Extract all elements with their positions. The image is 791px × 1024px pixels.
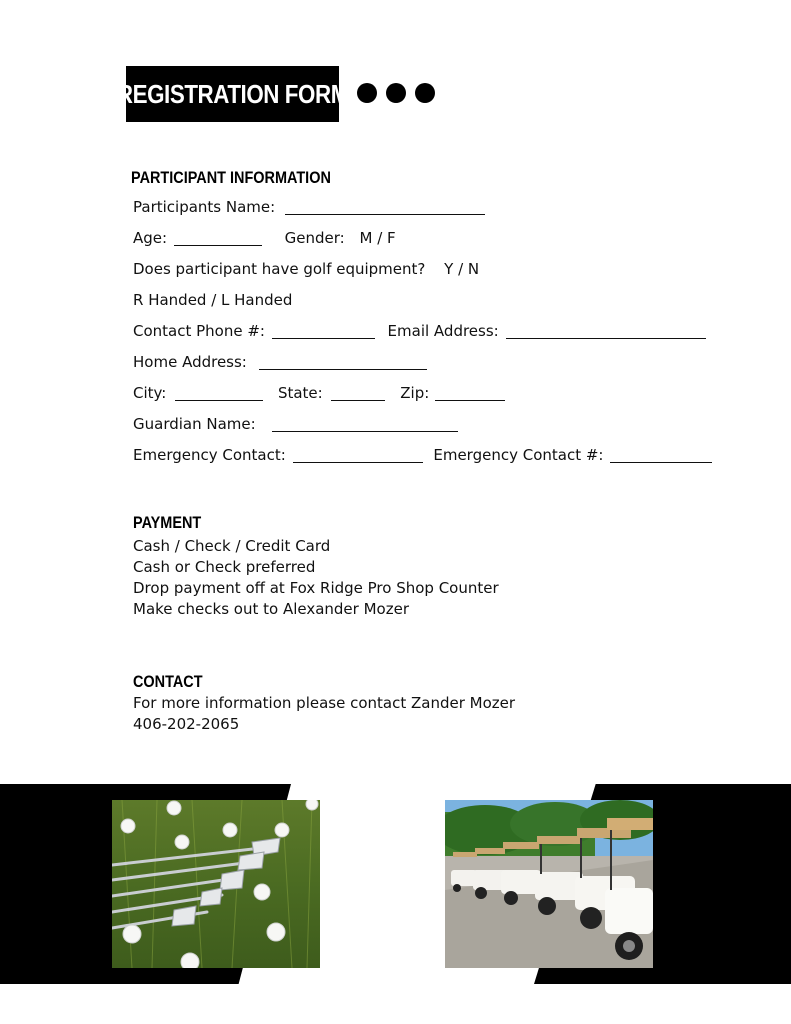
gender-label: Gender: — [284, 229, 345, 247]
city-label: City: — [133, 384, 167, 402]
guardian-row — [133, 415, 458, 433]
payment-methods: Cash / Check / Credit Card — [133, 537, 331, 555]
participant-heading: PARTICIPANT INFORMATION — [131, 168, 331, 187]
page-title: REGISTRATION FORM — [116, 78, 349, 109]
phone-email-row — [133, 322, 706, 340]
home-address-row — [133, 353, 427, 371]
state-label: State: — [277, 384, 323, 402]
payment-payee: Make checks out to Alexander Mozer — [133, 600, 409, 618]
handed-row — [133, 291, 292, 309]
zip-field[interactable] — [435, 399, 505, 401]
payment-dropoff: Drop payment off at Fox Ridge Pro Shop Counter — [133, 579, 499, 597]
city-state-zip-row — [133, 384, 505, 402]
gender-options[interactable]: M / F — [359, 229, 396, 247]
emergency-row — [133, 446, 712, 464]
emergency-number-label: Emergency Contact #: — [433, 446, 604, 464]
emergency-number-field[interactable] — [610, 461, 712, 463]
city-field[interactable] — [175, 399, 263, 401]
zip-label: Zip: — [400, 384, 430, 402]
participant-name-field[interactable] — [285, 213, 485, 215]
phone-label: Contact Phone #: — [133, 322, 265, 340]
email-label: Email Address: — [387, 322, 499, 340]
payment-preference: Cash or Check preferred — [133, 558, 316, 576]
guardian-field[interactable] — [272, 430, 458, 432]
dot-decoration-1 — [357, 83, 377, 103]
participant-name-label: Participants Name: — [133, 198, 276, 216]
home-address-label: Home Address: — [133, 353, 247, 371]
age-gender-row — [133, 229, 396, 247]
age-label: Age: — [133, 229, 168, 247]
emergency-contact-field[interactable] — [293, 461, 423, 463]
age-field[interactable] — [174, 244, 262, 246]
golf-clubs-photo — [112, 800, 320, 968]
golf-carts-photo — [445, 800, 653, 968]
title-banner — [116, 66, 349, 122]
guardian-label: Guardian Name: — [133, 415, 256, 433]
equipment-question: Does participant have golf equipment? — [133, 260, 426, 278]
contact-heading: CONTACT — [133, 672, 203, 691]
participant-name-row — [133, 198, 485, 216]
equipment-row — [133, 260, 479, 278]
payment-heading: PAYMENT — [133, 513, 202, 532]
phone-field[interactable] — [272, 337, 375, 339]
contact-phone: 406-202-2065 — [133, 715, 240, 733]
emergency-contact-label: Emergency Contact: — [133, 446, 286, 464]
email-field[interactable] — [506, 337, 706, 339]
state-field[interactable] — [331, 399, 385, 401]
contact-info: For more information please contact Zander Mozer — [133, 694, 516, 712]
dot-decoration-2 — [386, 83, 406, 103]
dot-decoration-3 — [415, 83, 435, 103]
equipment-options[interactable]: Y / N — [444, 260, 480, 278]
handed-options[interactable]: R Handed / L Handed — [133, 291, 293, 309]
home-address-field[interactable] — [259, 368, 427, 370]
